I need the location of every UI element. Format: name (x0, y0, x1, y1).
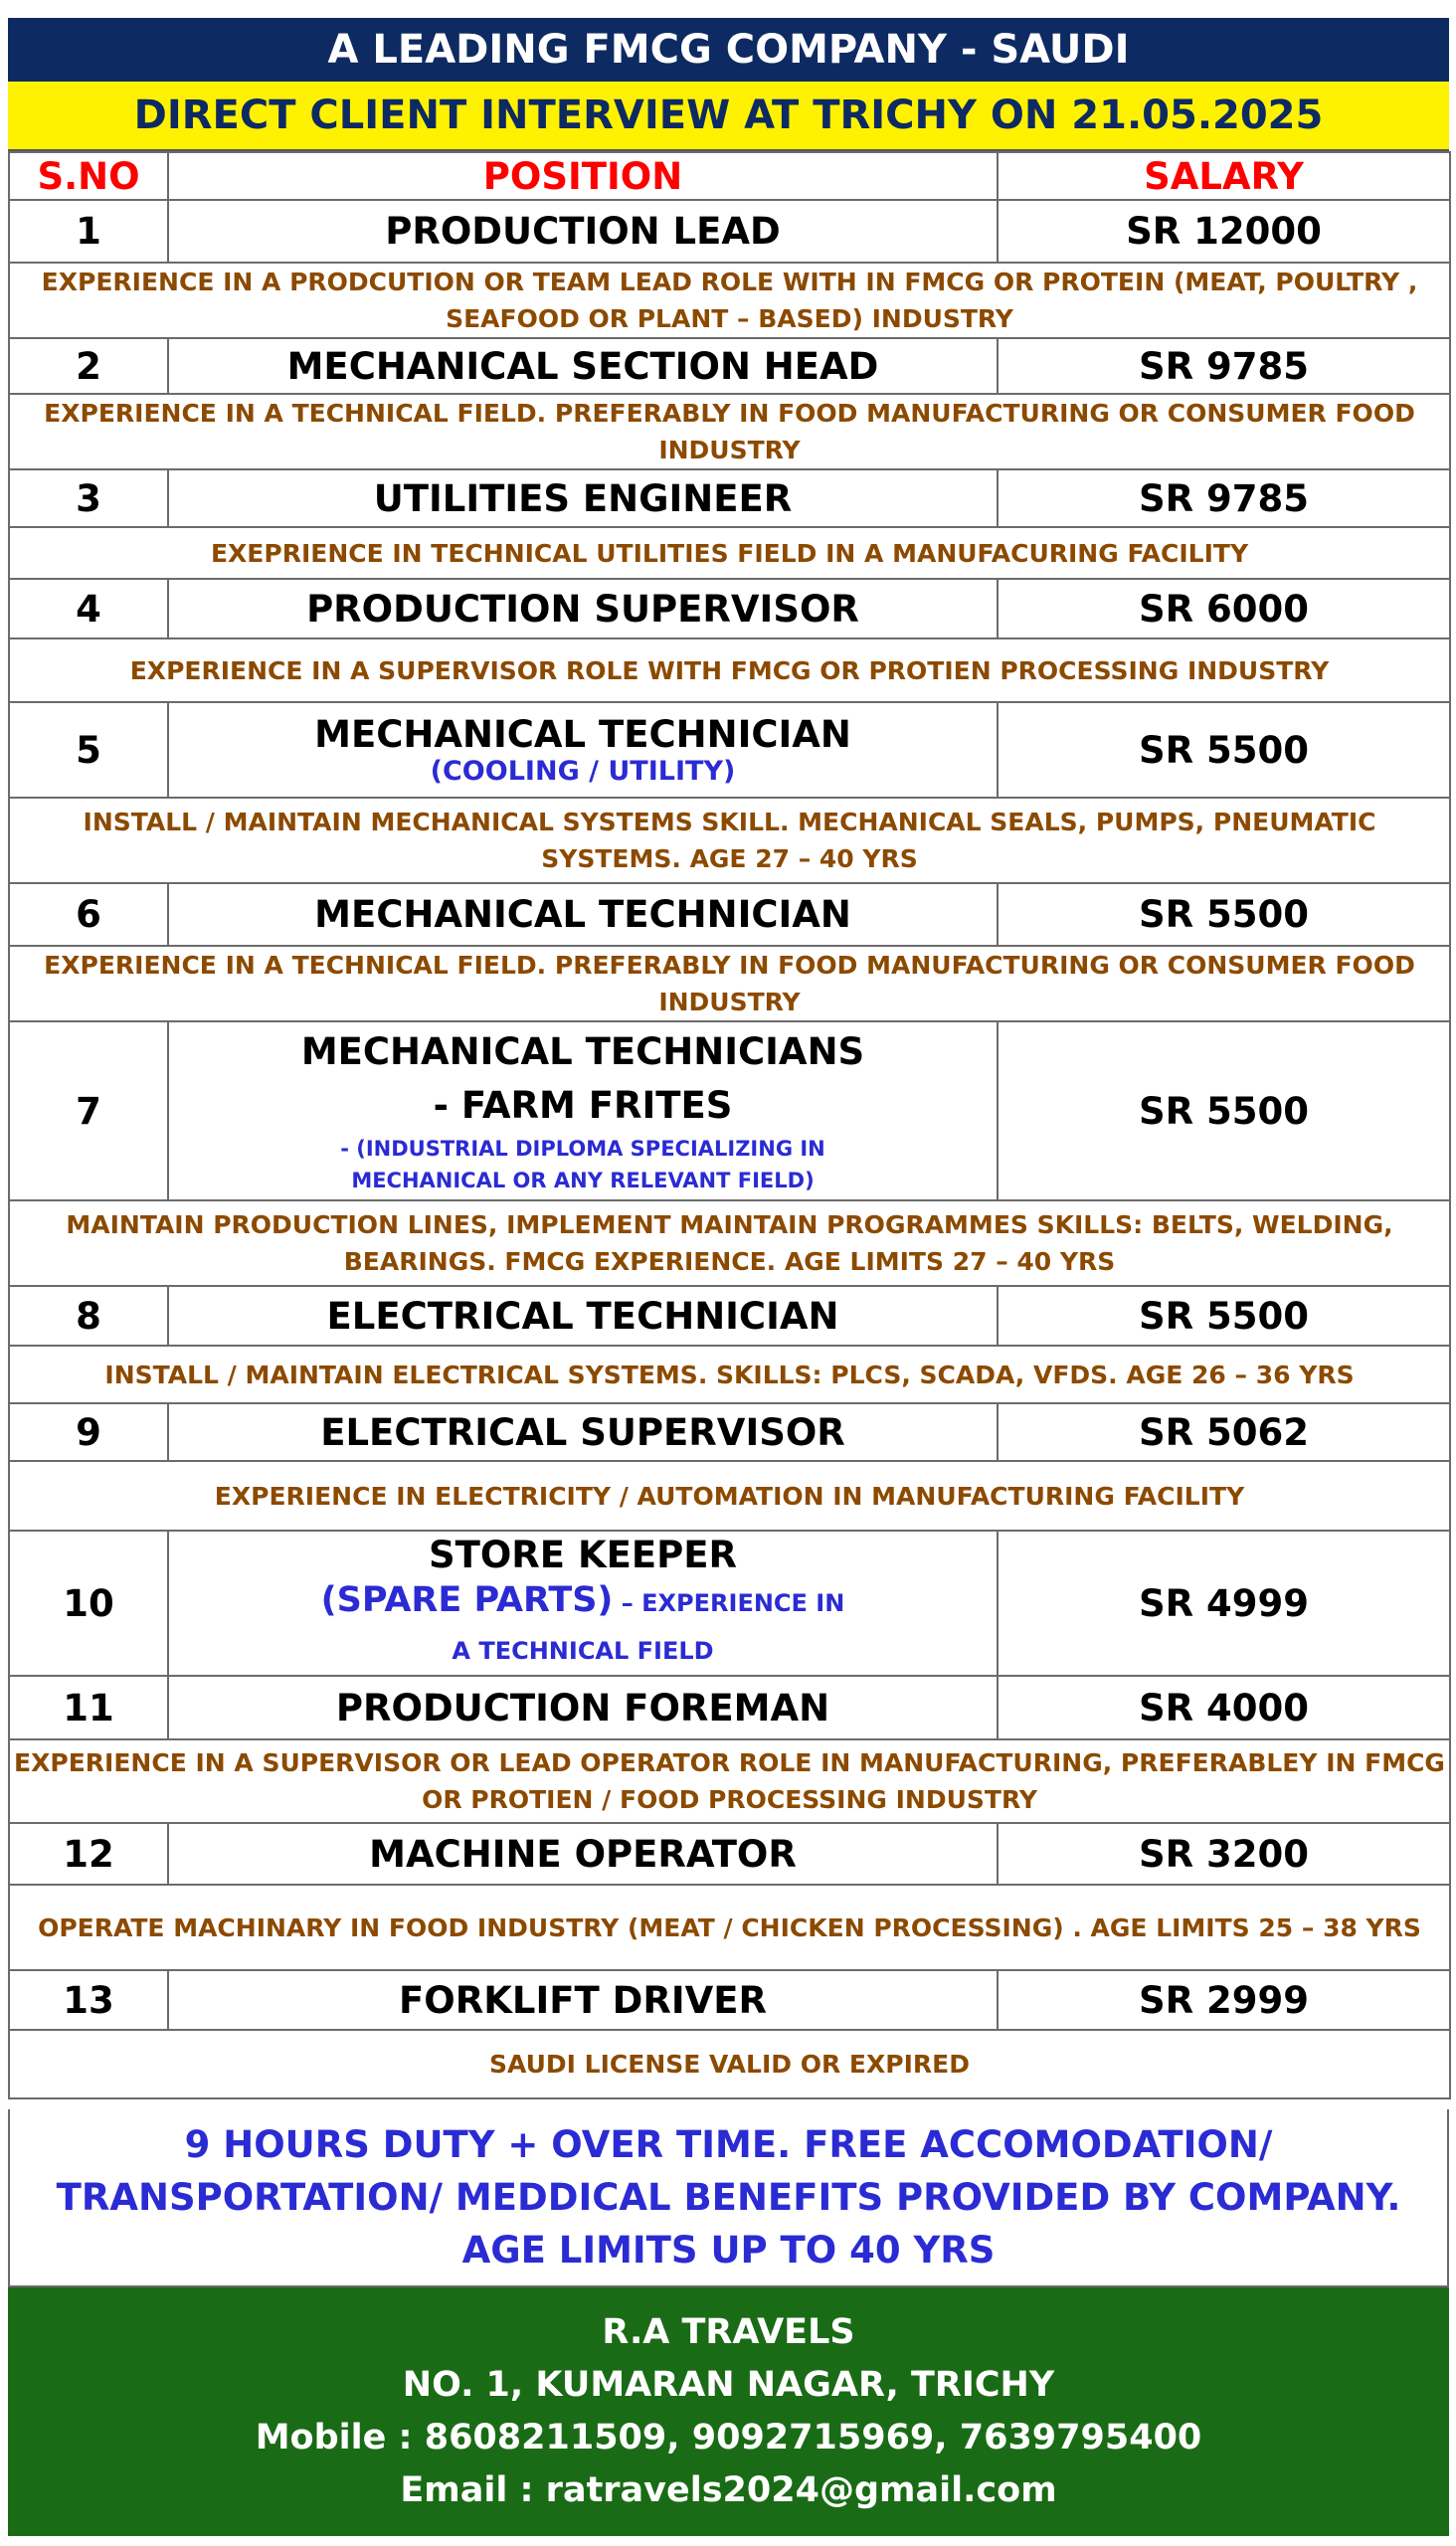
job-sno: 4 (9, 579, 168, 638)
job-position: PRODUCTION LEAD (168, 200, 998, 263)
job-position-cell (168, 1531, 998, 1676)
jobs-table (8, 151, 1451, 2099)
job-sno: 12 (9, 1823, 168, 1885)
job-sno: 10 (9, 1531, 168, 1676)
job-description: EXEPRIENCE IN TECHNICAL UTILITIES FIELD IN A MANUFACURING FACILITY (9, 527, 1450, 579)
contact-section (8, 2287, 1449, 2536)
job-sno: 7 (9, 1021, 168, 1200)
table-row (9, 1021, 1450, 1200)
job-description-row (9, 1739, 1450, 1823)
job-sno: 3 (9, 469, 168, 527)
table-row (9, 1531, 1450, 1676)
job-position: MACHINE OPERATOR (168, 1823, 998, 1885)
job-salary: SR 5062 (998, 1403, 1450, 1461)
job-salary: SR 5500 (998, 1286, 1450, 1346)
agency-email: Email : ratravels2024@gmail.com (400, 2470, 1057, 2510)
column-header-sno: S.NO (9, 152, 168, 200)
job-description: OPERATE MACHINARY IN FOOD INDUSTRY (MEAT / CHICKEN PROCESSING) . AGE LIMITS 25 – 38 YRS (9, 1885, 1450, 1970)
job-position: ELECTRICAL TECHNICIAN (168, 1286, 998, 1346)
job-sno: 9 (9, 1403, 168, 1461)
job-description-row (9, 798, 1450, 883)
job-sno: 11 (9, 1676, 168, 1739)
table-row (9, 1403, 1450, 1461)
job-position-note-main: (SPARE PARTS) (320, 1580, 614, 1620)
column-header-salary: SALARY (998, 152, 1450, 200)
job-description: EXPERIENCE IN A TECHNICAL FIELD. PREFERABLY IN FOOD MANUFACTURING OR CONSUMER FOOD INDUSTRY (9, 394, 1450, 469)
job-description: INSTALL / MAINTAIN ELECTRICAL SYSTEMS. SKILLS: PLCS, SCADA, VFDS. AGE 26 – 36 YRS (9, 1346, 1450, 1403)
table-row (9, 579, 1450, 638)
job-position-note (169, 1577, 997, 1673)
table-row (9, 883, 1450, 946)
column-header-position: POSITION (168, 152, 998, 200)
job-description-row (9, 638, 1450, 702)
job-position-cell (168, 702, 998, 798)
job-position-note: (COOLING / UTILITY) (430, 756, 736, 787)
job-description-row (9, 263, 1450, 338)
agency-name: R.A TRAVELS (602, 2312, 855, 2352)
agency-address: NO. 1, KUMARAN NAGAR, TRICHY (402, 2365, 1055, 2405)
job-position: PRODUCTION FOREMAN (168, 1676, 998, 1739)
job-description-row (9, 1461, 1450, 1531)
job-salary: SR 6000 (998, 579, 1450, 638)
table-header-row (9, 152, 1450, 200)
job-salary: SR 2999 (998, 1970, 1450, 2030)
job-sno: 6 (9, 883, 168, 946)
job-description: EXPERIENCE IN A PRODCUTION OR TEAM LEAD ROLE WITH IN FMCG OR PROTEIN (MEAT, POULTRY , SEAFOOD OR PLANT – BASED) INDUSTRY (9, 263, 1450, 338)
table-row (9, 1286, 1450, 1346)
job-description-row (9, 394, 1450, 469)
table-row (9, 702, 1450, 798)
job-description: EXPERIENCE IN A SUPERVISOR OR LEAD OPERATOR ROLE IN MANUFACTURING, PREFERABLEY IN FMCG OR PROTIEN / FOOD PROCESSING INDUSTRY (9, 1739, 1450, 1823)
job-position: PRODUCTION SUPERVISOR (168, 579, 998, 638)
job-salary: SR 4000 (998, 1676, 1450, 1739)
table-row (9, 200, 1450, 263)
job-position-note-detail: – EXPERIENCE IN A TECHNICAL FIELD (452, 1589, 845, 1665)
job-description-row (9, 527, 1450, 579)
table-row (9, 469, 1450, 527)
job-description: MAINTAIN PRODUCTION LINES, IMPLEMENT MAINTAIN PROGRAMMES SKILLS: BELTS, WELDING, BEARINGS. FMCG EXPERIENCE. AGE LIMITS 27 – 40 YRS (9, 1200, 1450, 1286)
agency-mobile: Mobile : 8608211509, 9092715969, 7639795400 (255, 2418, 1202, 2457)
benefits-line: 9 HOURS DUTY + OVER TIME. FREE ACCOMODATION/ (184, 2123, 1273, 2166)
job-description: EXPERIENCE IN ELECTRICITY / AUTOMATION IN MANUFACTURING FACILITY (9, 1461, 1450, 1531)
job-position-line2: - FARM FRITES (433, 1084, 733, 1127)
job-sno: 8 (9, 1286, 168, 1346)
job-description: EXPERIENCE IN A TECHNICAL FIELD. PREFERABLY IN FOOD MANUFACTURING OR CONSUMER FOOD INDUSTRY (9, 946, 1450, 1021)
job-salary: SR 3200 (998, 1823, 1450, 1885)
benefits-line: TRANSPORTATION/ MEDDICAL BENEFITS PROVIDED BY COMPANY. (56, 2176, 1401, 2219)
job-position: STORE KEEPER (428, 1534, 738, 1576)
table-row (9, 338, 1450, 394)
job-description: INSTALL / MAINTAIN MECHANICAL SYSTEMS SKILL. MECHANICAL SEALS, PUMPS, PNEUMATIC SYSTEMS. AGE 27 – 40 YRS (9, 798, 1450, 883)
table-row (9, 1676, 1450, 1739)
job-position: FORKLIFT DRIVER (168, 1970, 998, 2030)
job-position: MECHANICAL TECHNICIANS (300, 1030, 865, 1073)
job-description-row (9, 1346, 1450, 1403)
job-position: MECHANICAL TECHNICIAN (314, 713, 851, 756)
poster-title: A LEADING FMCG COMPANY - SAUDI (8, 18, 1449, 82)
job-description-row (9, 946, 1450, 1021)
job-salary: SR 9785 (998, 469, 1450, 527)
job-description: EXPERIENCE IN A SUPERVISOR ROLE WITH FMCG OR PROTIEN PROCESSING INDUSTRY (9, 638, 1450, 702)
job-description-row (9, 2030, 1450, 2098)
interview-banner: DIRECT CLIENT INTERVIEW AT TRICHY ON 21.05.2025 (8, 82, 1449, 151)
job-sno: 2 (9, 338, 168, 394)
job-salary: SR 5500 (998, 883, 1450, 946)
table-row (9, 1823, 1450, 1885)
job-position: ELECTRICAL SUPERVISOR (168, 1403, 998, 1461)
job-position-cell (168, 1021, 998, 1200)
job-sno: 5 (9, 702, 168, 798)
job-sno: 1 (9, 200, 168, 263)
job-salary: SR 5500 (998, 1021, 1450, 1200)
job-position-note: - (INDUSTRIAL DIPLOMA SPECIALIZING IN MECHANICAL OR ANY RELEVANT FIELD) (340, 1137, 825, 1192)
benefits-section (8, 2109, 1449, 2287)
job-salary: SR 5500 (998, 702, 1450, 798)
job-description-row (9, 1200, 1450, 1286)
job-description-row (9, 1885, 1450, 1970)
table-row (9, 1970, 1450, 2030)
benefits-line: AGE LIMITS UP TO 40 YRS (461, 2229, 996, 2272)
job-sno: 13 (9, 1970, 168, 2030)
job-description: SAUDI LICENSE VALID OR EXPIRED (9, 2030, 1450, 2098)
job-salary: SR 4999 (998, 1531, 1450, 1676)
job-position: UTILITIES ENGINEER (168, 469, 998, 527)
job-position: MECHANICAL SECTION HEAD (168, 338, 998, 394)
job-salary: SR 12000 (998, 200, 1450, 263)
job-salary: SR 9785 (998, 338, 1450, 394)
job-position: MECHANICAL TECHNICIAN (168, 883, 998, 946)
